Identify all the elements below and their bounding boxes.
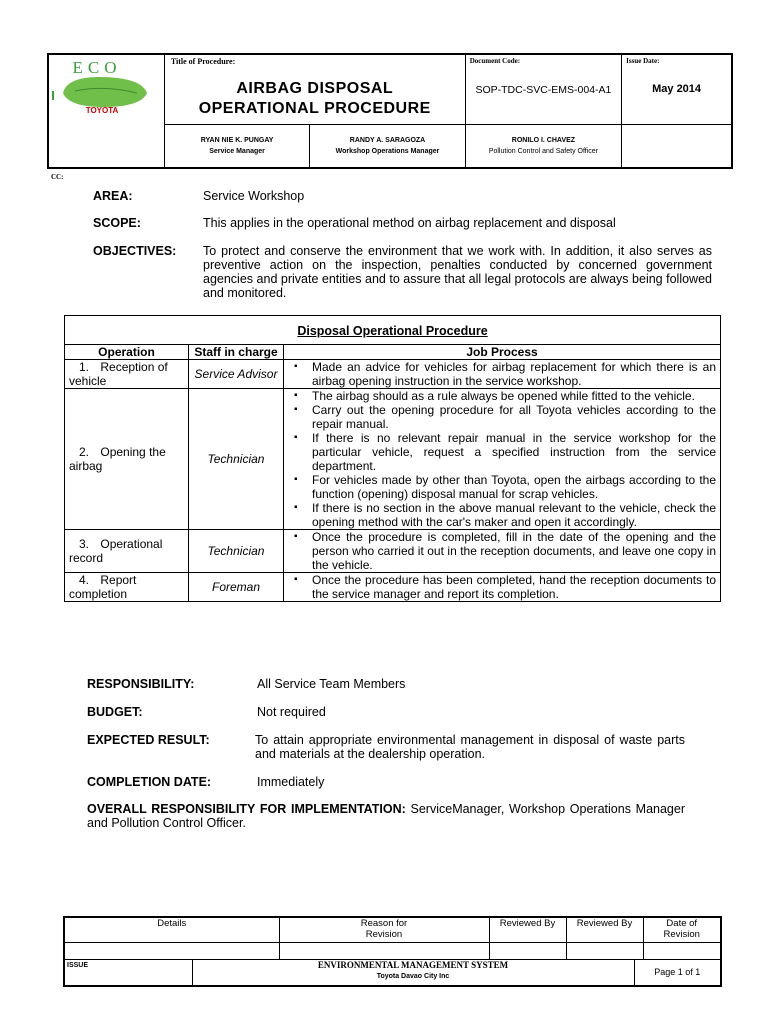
procedure-table [64, 315, 721, 602]
footer-reason [279, 917, 489, 942]
signatory-name: RYAN NIE K. PUNGAY [200, 136, 274, 144]
footer-reviewed-1 [489, 917, 566, 942]
scope-value: This applies in the operational method on airbag replacement and disposal [203, 216, 616, 230]
footer-company: Toyota Davao City Inc [376, 972, 450, 980]
operation-cell [65, 389, 189, 530]
issue-date-label: Issue Date: [626, 57, 660, 65]
signatory-name: RONILO I. CHAVEZ [511, 136, 576, 144]
logo-eco-text: ECO [72, 58, 122, 77]
footer-date-text: Date of Revision [663, 918, 700, 940]
table-row [65, 360, 721, 389]
staff-cell: Service Advisor [189, 360, 284, 389]
header-job-process: Job Process [284, 345, 721, 360]
signatory-1 [165, 125, 310, 167]
objectives-label: OBJECTIVES: [93, 244, 177, 258]
overall-responsibility-value: ServiceManager, Workshop Operations Manager and Pollution Control Officer. [87, 802, 685, 830]
footer-system: ENVIRONMENTAL MANAGEMENT SYSTEM [317, 959, 509, 970]
job-cell [284, 360, 721, 389]
operation-name: Operational record [69, 537, 163, 565]
row-number: 4. [79, 573, 90, 587]
title-line-1: AIRBAG DISPOSAL [236, 80, 394, 97]
job-item: ▪ If there is no relevant repair manual in the service workshop for the particular vehicle, request a specified instruction from the service department. [288, 431, 716, 473]
row-number: 2. [79, 445, 90, 459]
expected-result-value: To attain appropriate environmental management in disposal of waste parts and materials at the dealership operation. [255, 733, 685, 761]
job-item: ▪ For vehicles made by other than Toyota, open the airbags according to the function (opening) disposal manual for scrap vehicles. [288, 473, 716, 501]
signatory-group [164, 124, 465, 168]
eco-toyota-logo [48, 54, 164, 181]
signatory-role: Service Manager [209, 147, 265, 155]
completion-date-value: Immediately [257, 775, 325, 789]
budget-label: BUDGET: [87, 705, 143, 719]
responsibility-label: RESPONSIBILITY: [87, 677, 195, 691]
staff-cell: Technician [189, 389, 284, 530]
issue-date: May 2014 [652, 83, 702, 95]
overall-responsibility [87, 802, 685, 830]
job-cell [284, 530, 721, 573]
footer-reviewed-2 [566, 917, 643, 942]
logo-toyota-text: TOYOTA [85, 106, 119, 115]
operation-name: Reception of vehicle [69, 360, 168, 388]
footer-reviewed-2-text: Reviewed By [576, 918, 633, 929]
issue-date-cell [622, 54, 732, 124]
job-cell [284, 573, 721, 602]
title-cell [164, 54, 465, 124]
staff-cell: Foreman [189, 573, 284, 602]
revision-footer [63, 916, 722, 987]
footer-reason-text: Reason for Revision [360, 918, 408, 940]
operation-cell [65, 360, 189, 389]
operation-name: Report completion [69, 573, 137, 601]
footer-reviewed-1-text: Reviewed By [499, 918, 556, 929]
footer-date-of-revision [643, 917, 721, 942]
job-item: ▪ Once the procedure is completed, fill in the date of the opening and the person who carried it out in the reception documents, and leave one copy in the vehicle. [288, 530, 716, 572]
footer-issue: ISSUE [65, 960, 192, 985]
procedure-title: Disposal Operational Procedure [65, 316, 721, 345]
signatory-3 [465, 124, 621, 168]
operation-name: Opening the airbag [69, 445, 166, 473]
doc-code-label: Document Code: [469, 57, 521, 65]
row-number: 1. [79, 360, 90, 374]
expected-result-label: EXPECTED RESULT: [87, 733, 210, 747]
area-value: Service Workshop [203, 189, 305, 203]
completion-date-label: COMPLETION DATE: [87, 775, 212, 789]
doc-code: SOP-TDC-SVC-EMS-004-A1 [475, 84, 612, 96]
signatory-role: Workshop Operations Manager [335, 147, 440, 155]
row-number: 3. [79, 537, 90, 551]
footer-page: Page 1 of 1 [654, 966, 701, 977]
empty-cell [622, 124, 732, 168]
operation-cell [65, 530, 189, 573]
footer-system-cell [192, 960, 634, 985]
scope-label: SCOPE: [93, 216, 141, 230]
signatory-role: Pollution Control and Safety Officer [488, 147, 599, 155]
job-cell [284, 389, 721, 530]
table-row [65, 389, 721, 530]
title-label: Title of Procedure: [170, 57, 236, 66]
job-item: ▪ If there is no section in the above manual relevant to the vehicle, check the opening method with the car's maker and open it accordingly. [288, 501, 716, 529]
table-row [65, 530, 721, 573]
document-header [47, 53, 733, 181]
job-item: ▪ The airbag should as a rule always be opened while fitted to the vehicle. [288, 389, 716, 403]
job-item: ▪ Carry out the opening procedure for all Toyota vehicles according to the repair manual. [288, 403, 716, 431]
overall-responsibility-label: OVERALL RESPONSIBILITY FOR IMPLEMENTATION: [87, 802, 406, 816]
table-row [65, 573, 721, 602]
signatory-name: RANDY A. SARAGOZA [349, 136, 426, 144]
operation-cell [65, 573, 189, 602]
staff-cell: Technician [189, 530, 284, 573]
signatory-2 [310, 125, 465, 167]
doc-code-cell [465, 54, 621, 124]
header-staff: Staff in charge [189, 345, 284, 360]
job-item: ▪ Made an advice for vehicles for airbag replacement for which there is an airbag opening instruction in the service workshop. [288, 360, 716, 388]
area-label: AREA: [93, 189, 133, 203]
objectives-value: To protect and conserve the environment that we work with. In addition, it also serves as preventive action on the inspection, penalties conducted by concerned government agencies and private entities and to assure that all legal protocols are always being followed and monitored. [203, 244, 712, 300]
responsibility-value: All Service Team Members [257, 677, 406, 691]
title-line-2: OPERATIONAL PROCEDURE [198, 100, 431, 117]
cc-label: CC: [51, 172, 64, 181]
footer-details: Details [64, 917, 279, 942]
header-operation: Operation [65, 345, 189, 360]
job-item: ▪ Once the procedure has been completed, hand the reception documents to the service manager and report its completion. [288, 573, 716, 601]
budget-value: Not required [257, 705, 326, 719]
